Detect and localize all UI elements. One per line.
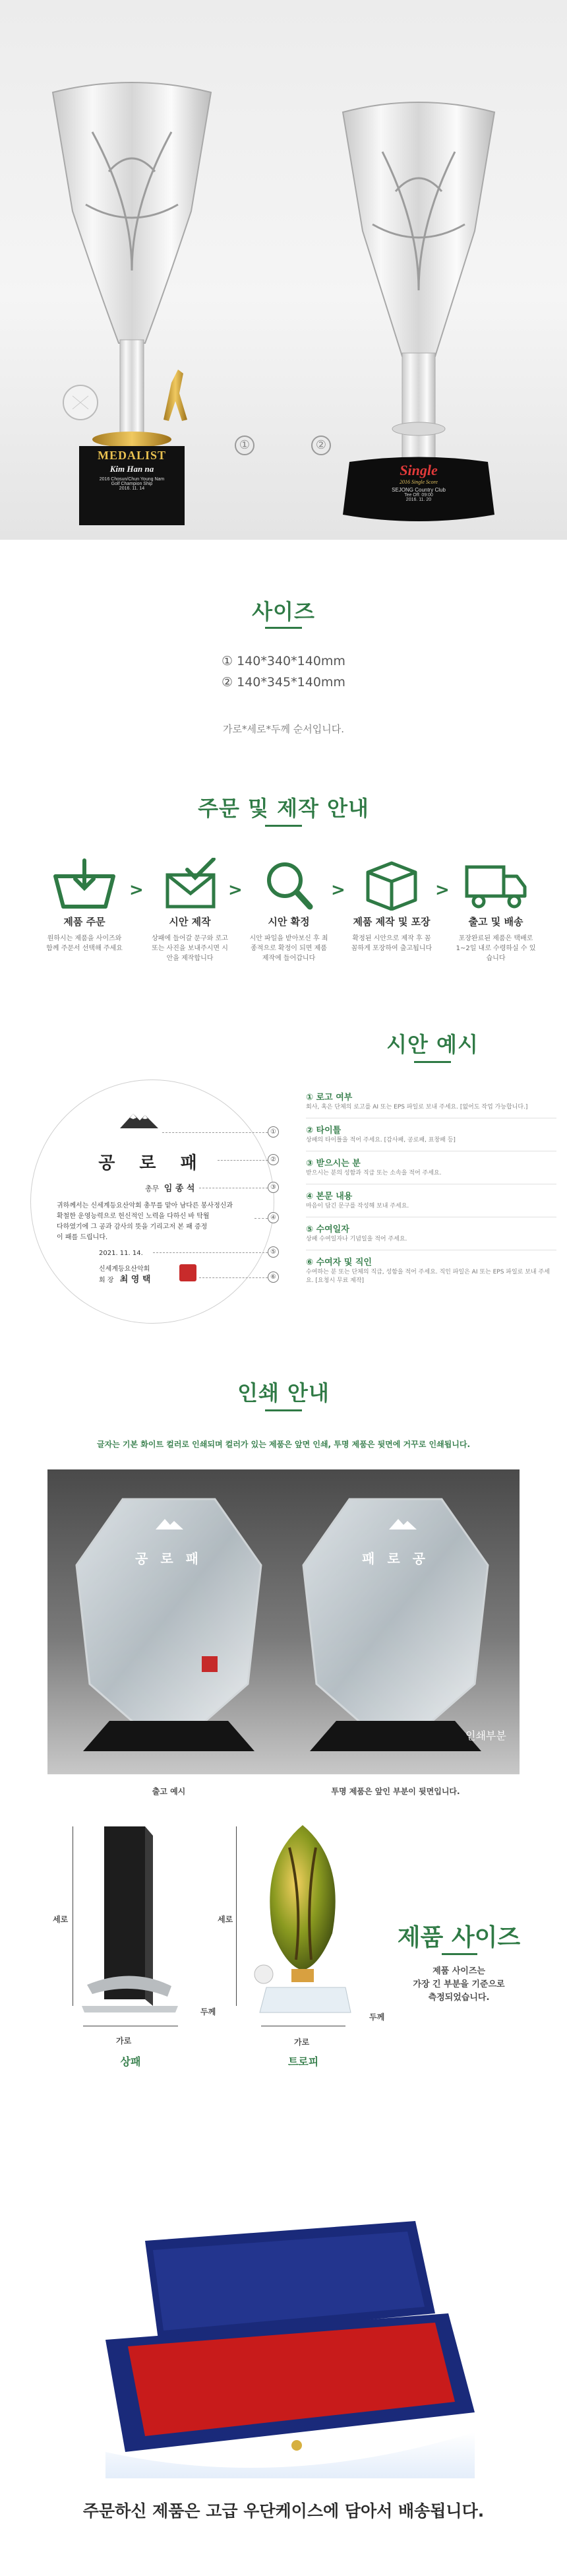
size-line-2: ② 140*345*140mm (222, 675, 345, 690)
size-section-title: 사이즈 (252, 599, 315, 624)
step-ship-desc: 포장완료된 제품은 택배로 1~2일 내로 수령하실 수 있습니다 (456, 935, 536, 962)
product-size-desc-line: 측정되었습니다. (428, 1993, 490, 2003)
certificate-chair (99, 1275, 150, 1286)
size-line-1: ① 140*340*140mm (222, 654, 345, 668)
trophy-vase-image (240, 1821, 365, 2019)
product-size-desc (393, 1965, 525, 2005)
truck-icon (463, 858, 529, 911)
trophy-depth-label: 두께 (369, 2012, 385, 2022)
recipient-label: 총무 (145, 1184, 160, 1193)
item-3-label: 받으시는 분 (316, 1159, 361, 1169)
velvet-case-image (79, 2214, 488, 2478)
print-section-title: 인쇄 안내 (237, 1380, 330, 1405)
box-icon (359, 858, 425, 911)
crystal-front-title: 공 로 패 (135, 1551, 202, 1566)
trophy-height-label: 세로 (218, 1915, 233, 1924)
plaque-label: 상패 (120, 2055, 141, 2068)
print-title-underline (265, 1409, 302, 1411)
certificate-title: 공 로 패 (98, 1153, 206, 1173)
marker-2: ② (268, 1154, 279, 1165)
plaque-image (73, 1821, 185, 2019)
guide-line (162, 1132, 268, 1133)
product-size-desc-line: 제품 사이즈는 (433, 1966, 485, 1976)
trophy-2-plate-line: Tee Off: 09:00 (404, 493, 433, 498)
certificate-body-line: 다하였기에 그 공과 감사의 뜻을 기리고저 본 패 증정 (57, 1223, 208, 1231)
step-confirm-desc: 시안 파일을 받아보신 후 최종적으로 확정이 되면 제품 제작에 들어갑니다 (249, 935, 328, 962)
guide-line (254, 1218, 268, 1219)
item-1-title (306, 1090, 352, 1103)
plaque-depth-label: 두께 (200, 2007, 216, 2016)
item-6-number: ⑥ (306, 1258, 314, 1268)
item-1-number: ① (306, 1093, 314, 1103)
step-produce (348, 858, 435, 953)
caption-shipping-example: 출고 예시 (152, 1787, 186, 1796)
envelope-check-icon (157, 858, 223, 911)
item-2-label: 타이틀 (316, 1126, 342, 1136)
print-description: 글자는 기본 화이트 컬러로 인쇄되며 컬러가 있는 제품은 앞면 인쇄, 투명 제품은 뒷면에 거꾸로 인쇄됩니다. (96, 1440, 471, 1449)
trophy-2-number: ② (311, 435, 331, 455)
trophy-1-plate-name: Kim Han na (109, 464, 154, 474)
product-size-underline (442, 1953, 477, 1955)
mountain-logo-icon (119, 1110, 160, 1130)
trophy-label: 트로피 (287, 2055, 319, 2068)
step-arrow: > (129, 880, 144, 900)
trophy-height-line (236, 1826, 237, 2006)
trophy-2-plate-line: 2016. 11. 20 (405, 498, 432, 502)
plaque-width-label: 가로 (116, 2036, 132, 2045)
item-4-label: 본문 내용 (316, 1192, 353, 1202)
hero-section (0, 0, 567, 540)
trophy-1-number: ① (235, 435, 254, 455)
size-title-underline (265, 627, 302, 629)
certificate-date: 2021. 11. 14. (99, 1250, 143, 1257)
step-ship (452, 858, 539, 963)
trophy-1-plate (79, 449, 185, 491)
crystal-back-image (290, 1486, 501, 1763)
step-draft-title: 시안 제작 (169, 916, 211, 928)
order-section-title: 주문 및 제작 안내 (198, 796, 369, 821)
sample-section-title: 시안 예시 (386, 1032, 479, 1057)
case-description: 주문하신 제품은 고급 우단케이스에 담아서 배송됩니다. (82, 2501, 485, 2521)
guide-line (199, 1277, 268, 1278)
sample-title-underline (414, 1061, 451, 1063)
caption-transparent-note: 투명 제품은 앞인 부분이 뒷면입니다. (331, 1787, 460, 1796)
item-5-number: ⑤ (306, 1225, 314, 1235)
size-note: 가로*세로*두께 순서입니다. (223, 723, 344, 735)
trophy-1-plate-line: 2016 Chosun/Chun Young Nam (99, 477, 165, 482)
crystal-front-image (63, 1486, 274, 1763)
step-arrow: > (435, 880, 450, 900)
trophy-2-plate (369, 462, 468, 502)
step-draft (146, 858, 233, 963)
recipient-name: 임 종 석 (164, 1184, 195, 1194)
item-6-title (306, 1255, 372, 1268)
trophy-1-plate-line: Golf Champion Ship (111, 482, 153, 486)
basket-icon (51, 858, 117, 911)
step-draft-desc: 상패에 들어갈 문구와 로고 또는 사진을 보내주시면 시안을 제작합니다 (152, 935, 228, 962)
print-area-label: 인쇄부분 (465, 1729, 506, 1742)
step-arrow: > (228, 880, 243, 900)
step-produce-desc: 확정된 시안으로 제작 후 꼼꼼하게 포장하여 출고됩니다 (351, 935, 433, 952)
marker-4: ④ (268, 1212, 279, 1223)
trophy-1-plate-line: 2016. 11. 14 (119, 486, 145, 491)
item-3-desc: 받으시는 분의 성함과 직급 또는 소속을 적어 주세요. (306, 1170, 442, 1176)
certificate-body-line: 확철한 운영능력으로 헌신적인 노력을 다하신 바 탁월 (57, 1213, 210, 1220)
step-order-desc: 원하시는 제품을 사이즈와 함께 주문서 선택해 주세요 (46, 935, 123, 952)
marker-6: ⑥ (268, 1272, 279, 1283)
order-title-underline (265, 825, 302, 827)
seal-stamp (179, 1264, 196, 1281)
item-2-title (306, 1123, 341, 1136)
certificate-org: 신세계등요산악회 (99, 1266, 150, 1273)
item-4-title (306, 1189, 352, 1202)
certificate-body-line: 이 패를 드립니다. (57, 1234, 108, 1241)
item-3-number: ③ (306, 1159, 314, 1169)
item-4-number: ④ (306, 1192, 314, 1202)
item-5-title (306, 1222, 349, 1235)
chair-label: 회 장 (99, 1277, 114, 1284)
guide-line (153, 1252, 268, 1253)
plaque-height-label: 세로 (53, 1915, 69, 1924)
step-order (41, 858, 128, 953)
item-2-desc: 상패의 타이틀을 적어 주세요. [감사패, 공로패, 표창패 등] (306, 1137, 456, 1143)
certificate-body-line: 귀하께서는 신세계등요산악회 총무를 맡아 남다른 봉사정신과 (57, 1202, 233, 1209)
trophy-2-plate-title: Single (400, 462, 438, 478)
step-order-title: 제품 주문 (63, 916, 105, 928)
marker-3: ③ (268, 1182, 279, 1193)
certificate-body (57, 1201, 254, 1243)
step-ship-title: 출고 및 배송 (468, 916, 523, 928)
product-size-desc-line: 가장 긴 부분을 기준으로 (413, 1980, 505, 1989)
trophy-width-label: 가로 (294, 2038, 310, 2047)
step-confirm (245, 858, 332, 963)
item-1-label: 로고 여부 (316, 1093, 353, 1103)
item-2-number: ② (306, 1126, 314, 1136)
step-produce-title: 제품 제작 및 포장 (353, 916, 431, 928)
item-4-desc: 마음이 담긴 문구를 작성해 보내 주세요. (306, 1203, 409, 1209)
item-3-title (306, 1156, 361, 1169)
item-5-desc: 상패 수여일자나 기념일을 적어 주세요. (306, 1236, 407, 1242)
step-arrow: > (331, 880, 345, 900)
guide-line (218, 1160, 268, 1161)
product-size-title: 제품 사이즈 (397, 1924, 521, 1951)
item-6-desc: 수여하는 분 또는 단체의 직급, 성함을 적어 주세요. 직인 파일은 AI 또는 EPS 파일로 보내 주세요. [요청시 무료 제작] (306, 1269, 550, 1284)
trophy-2-image (336, 92, 501, 521)
item-1-desc: 회사, 혹은 단체의 로고를 AI 또는 EPS 파일로 보내 주세요. [없어도 작업 가능합니다.] (306, 1104, 528, 1111)
certificate-recipient (145, 1184, 195, 1194)
marker-5: ⑤ (268, 1246, 279, 1258)
item-6-label: 수여자 및 직인 (316, 1258, 372, 1268)
trophy-2-plate-line: SEJONG Country Club (392, 487, 446, 493)
magnifier-icon (256, 858, 322, 911)
crystal-back-title: 패 로 공 (362, 1551, 429, 1566)
trophy-1-plate-title: MEDALIST (97, 449, 167, 462)
step-confirm-title: 시안 확정 (268, 916, 310, 928)
chair-name: 최 영 택 (119, 1275, 151, 1285)
marker-1: ① (268, 1126, 279, 1138)
trophy-2-plate-line: 2016 Single Score (400, 479, 438, 485)
item-5-label: 수여일자 (316, 1225, 349, 1235)
